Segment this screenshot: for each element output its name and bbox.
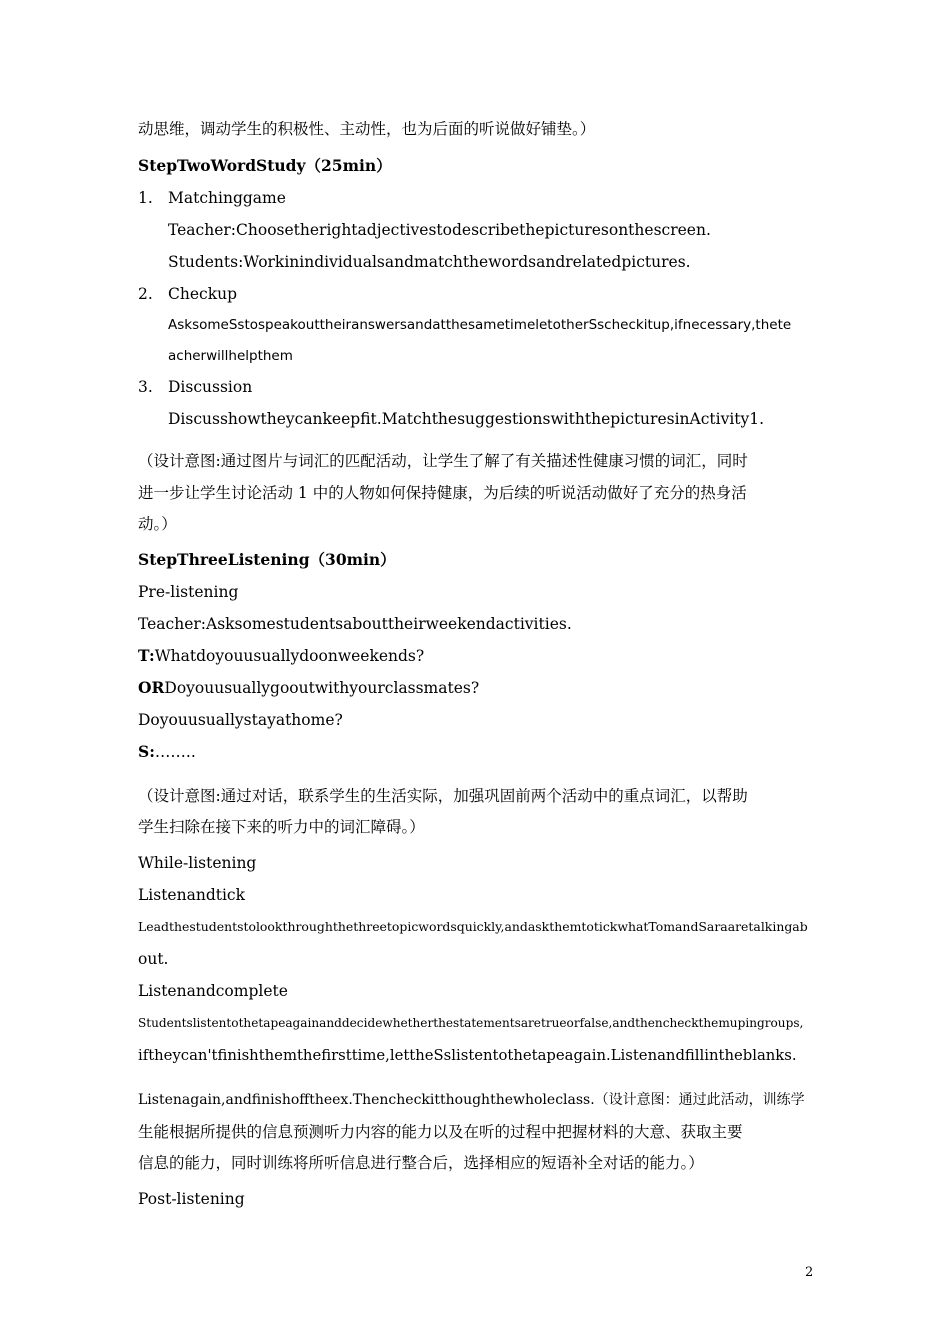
section-heading: StepTwoWordStudy（25min）	[138, 156, 392, 175]
text-line: Listenandtick	[138, 886, 245, 904]
design-note: （设计意图:通过对话，联系学生的生活实际，加强巩固前两个活动中的重点词汇，以帮助	[138, 787, 748, 805]
speaker-label: S:	[138, 742, 155, 761]
speaker-label: T:	[138, 646, 155, 665]
text-line: Listenagain,andfinishofftheex.Thencheckitthoughthewholeclass.（设计意图：通过此活动，训练学	[138, 1092, 805, 1108]
design-note: 学生扫除在接下来的听力中的词汇障碍。）	[138, 818, 425, 836]
design-note: 信息的能力，同时训练将所听信息进行整合后，选择相应的短语补全对话的能力。）	[138, 1154, 704, 1172]
text-line: 动思维，调动学生的积极性、主动性，也为后面的听说做好铺垫。）	[138, 120, 596, 138]
dialogue-line	[138, 646, 424, 666]
list-number: 2.	[138, 285, 153, 303]
text-line: Teacher:Choosetherightadjectivestodescribethepicturesonthescreen.	[168, 221, 711, 239]
design-note: 进一步让学生讨论活动 1 中的人物如何保持健康，为后续的听说活动做好了充分的热身活	[138, 484, 747, 502]
text-line: out.	[138, 950, 169, 968]
dialogue-line	[138, 742, 196, 762]
list-item-title: Discussion	[168, 378, 253, 396]
list-item-title: Matchinggame	[168, 189, 286, 207]
text-line: Post-listening	[138, 1190, 245, 1208]
list-number: 1.	[138, 189, 153, 207]
text-line: iftheycan'tfinishthemthefirsttime,lettheSslistentothetapeagain.Listenandfillintheblanks.	[138, 1047, 797, 1064]
text-line: acherwillhelpthem	[168, 348, 293, 364]
text-line: Pre-listening	[138, 583, 239, 601]
text-line: Teacher:Asksomestudentsabouttheirweekendactivities.	[138, 615, 572, 633]
design-note: （设计意图:通过图片与词汇的匹配活动，让学生了解了有关描述性健康习惯的词汇，同时	[138, 452, 748, 470]
text-line: Discusshowtheycankeepfit.MatchthesuggestionswiththepicturesinActivity1.	[168, 410, 765, 428]
list-item-title: Checkup	[168, 285, 237, 303]
text-line: Listenandcomplete	[138, 982, 288, 1000]
dialogue-line: Doyouusuallystayathome?	[138, 711, 343, 729]
list-number: 3.	[138, 378, 153, 396]
section-heading: StepThreeListening（30min）	[138, 550, 396, 569]
design-note: 动。）	[138, 515, 177, 533]
design-note: 生能根据所提供的信息预测听力内容的能力以及在听的过程中把握材料的大意、获取主要	[138, 1123, 743, 1141]
text-line: Leadthestudentstolookthroughthethreetopicwordsquickly,andaskthemtotickwhatTomandSaraaretalkingab	[138, 919, 808, 934]
page-number: 2	[805, 1265, 814, 1280]
dialogue-line	[138, 678, 479, 698]
dialogue-text: ……..	[154, 743, 196, 761]
dialogue-text: Doyouusuallygooutwithyourclassmates?	[164, 679, 480, 697]
text-line: While-listening	[138, 854, 257, 872]
text-line: AsksomeSstospeakouttheiranswersandatthesametimeletotherSscheckitup,ifnecessary,thete	[168, 317, 792, 333]
text-line: Studentslistentothetapeagainanddecidewhetherthestatementsaretrueorfalse,andthencheckthemupingroups,	[138, 1016, 804, 1030]
dialogue-text: Whatdoyouusuallydoonweekends?	[154, 647, 425, 665]
speaker-label: OR	[138, 678, 165, 697]
text-line: Students:Workinindividualsandmatchthewordsandrelatedpictures.	[168, 253, 691, 271]
